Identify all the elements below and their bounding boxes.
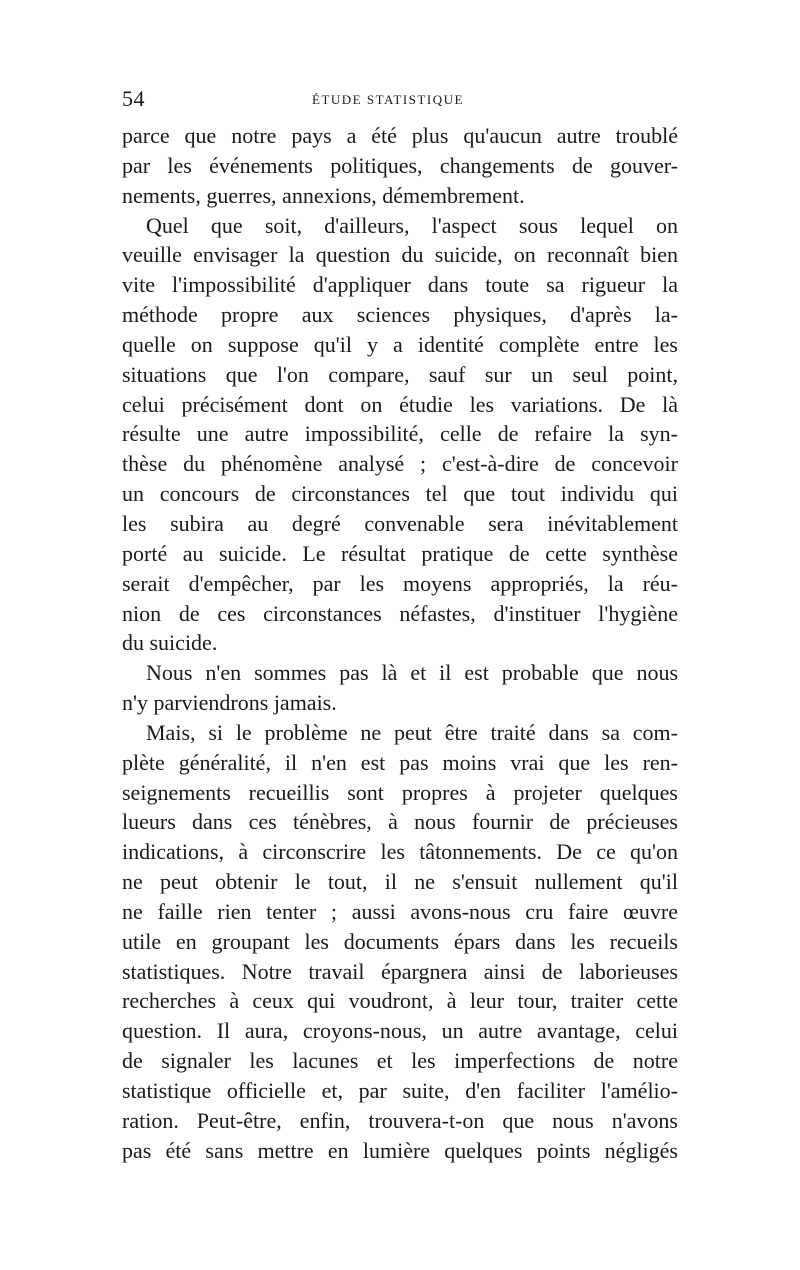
text-line: ne faille rien tenter ; aussi avons-nous cru faire œuvre: [122, 898, 678, 924]
text-line: méthode propre aux sciences physiques, d'après la-: [122, 302, 678, 328]
text-line: lueurs dans ces ténèbres, à nous fournir de précieuses: [122, 809, 678, 835]
text-line: porté au suicide. Le résultat pratique de cette synthèse: [122, 540, 678, 566]
text-line: vite l'impossibilité d'appliquer dans toute sa rigueur la: [122, 272, 678, 298]
text-line: situations que l'on compare, sauf sur un seul point,: [122, 361, 678, 387]
text-line: question. Il aura, croyons-nous, un autre avantage, celui: [122, 1018, 678, 1044]
text-line: recherches à ceux qui voudront, à leur tour, traiter cette: [122, 988, 678, 1014]
text-line: seignements recueillis sont propres à projeter quelques: [122, 779, 678, 805]
text-line: utile en groupant les documents épars dans les recueils: [122, 928, 678, 954]
text-line: Nous n'en sommes pas là et il est probable que nous: [146, 660, 678, 686]
text-line: plète généralité, il n'en est pas moins vrai que les ren-: [122, 749, 678, 775]
text-line: serait d'empêcher, par les moyens appropriés, la réu-: [122, 570, 678, 596]
text-line: statistiques. Notre travail épargnera ainsi de laborieuses: [122, 958, 678, 984]
running-title: ÉTUDE STATISTIQUE: [312, 92, 464, 107]
text-line: celui précisément dont on étudie les variations. De là: [122, 391, 678, 417]
text-line: ne peut obtenir le tout, il ne s'ensuit nullement qu'il: [122, 869, 678, 895]
body-text: [122, 121, 678, 1166]
text-line: de signaler les lacunes et les imperfections de notre: [122, 1048, 678, 1074]
text-line: Mais, si le problème ne peut être traité dans sa com-: [146, 719, 678, 745]
text-line: parce que notre pays a été plus qu'aucun autre troublé: [122, 123, 678, 148]
text-line: veuille envisager la question du suicide, on reconnaît bien: [122, 242, 678, 268]
text-line: Quel que soit, d'ailleurs, l'aspect sous lequel on: [146, 212, 678, 238]
text-line: un concours de circonstances tel que tout individu qui: [122, 481, 678, 507]
text-line: les subira au degré convenable sera inévitablement: [122, 510, 678, 536]
text-line: quelle on suppose qu'il y a identité complète entre les: [122, 331, 678, 357]
text-line: résulte une autre impossibilité, celle de refaire la syn-: [122, 421, 678, 447]
text-line: indications, à circonscrire les tâtonnements. De ce qu'on: [122, 839, 678, 865]
text-line: thèse du phénomène analysé ; c'est-à-dire de concevoir: [122, 451, 678, 477]
text-line: statistique officielle et, par suite, d'en faciliter l'amélio-: [122, 1078, 678, 1103]
running-head: [122, 86, 670, 116]
text-line: pas été sans mettre en lumière quelques points négligés: [122, 1137, 678, 1163]
text-line: ration. Peut-être, enfin, trouvera-t-on que nous n'avons: [122, 1107, 678, 1133]
text-line: du suicide.: [122, 630, 218, 656]
text-line: n'y parviendrons jamais.: [122, 690, 337, 716]
text-line: par les événements politiques, changements de gouver-: [122, 152, 678, 178]
page-number: 54: [122, 86, 145, 111]
text-line: nements, guerres, annexions, démembrement.: [122, 182, 525, 208]
text-line: nion de ces circonstances néfastes, d'instituer l'hygiène: [122, 600, 678, 626]
